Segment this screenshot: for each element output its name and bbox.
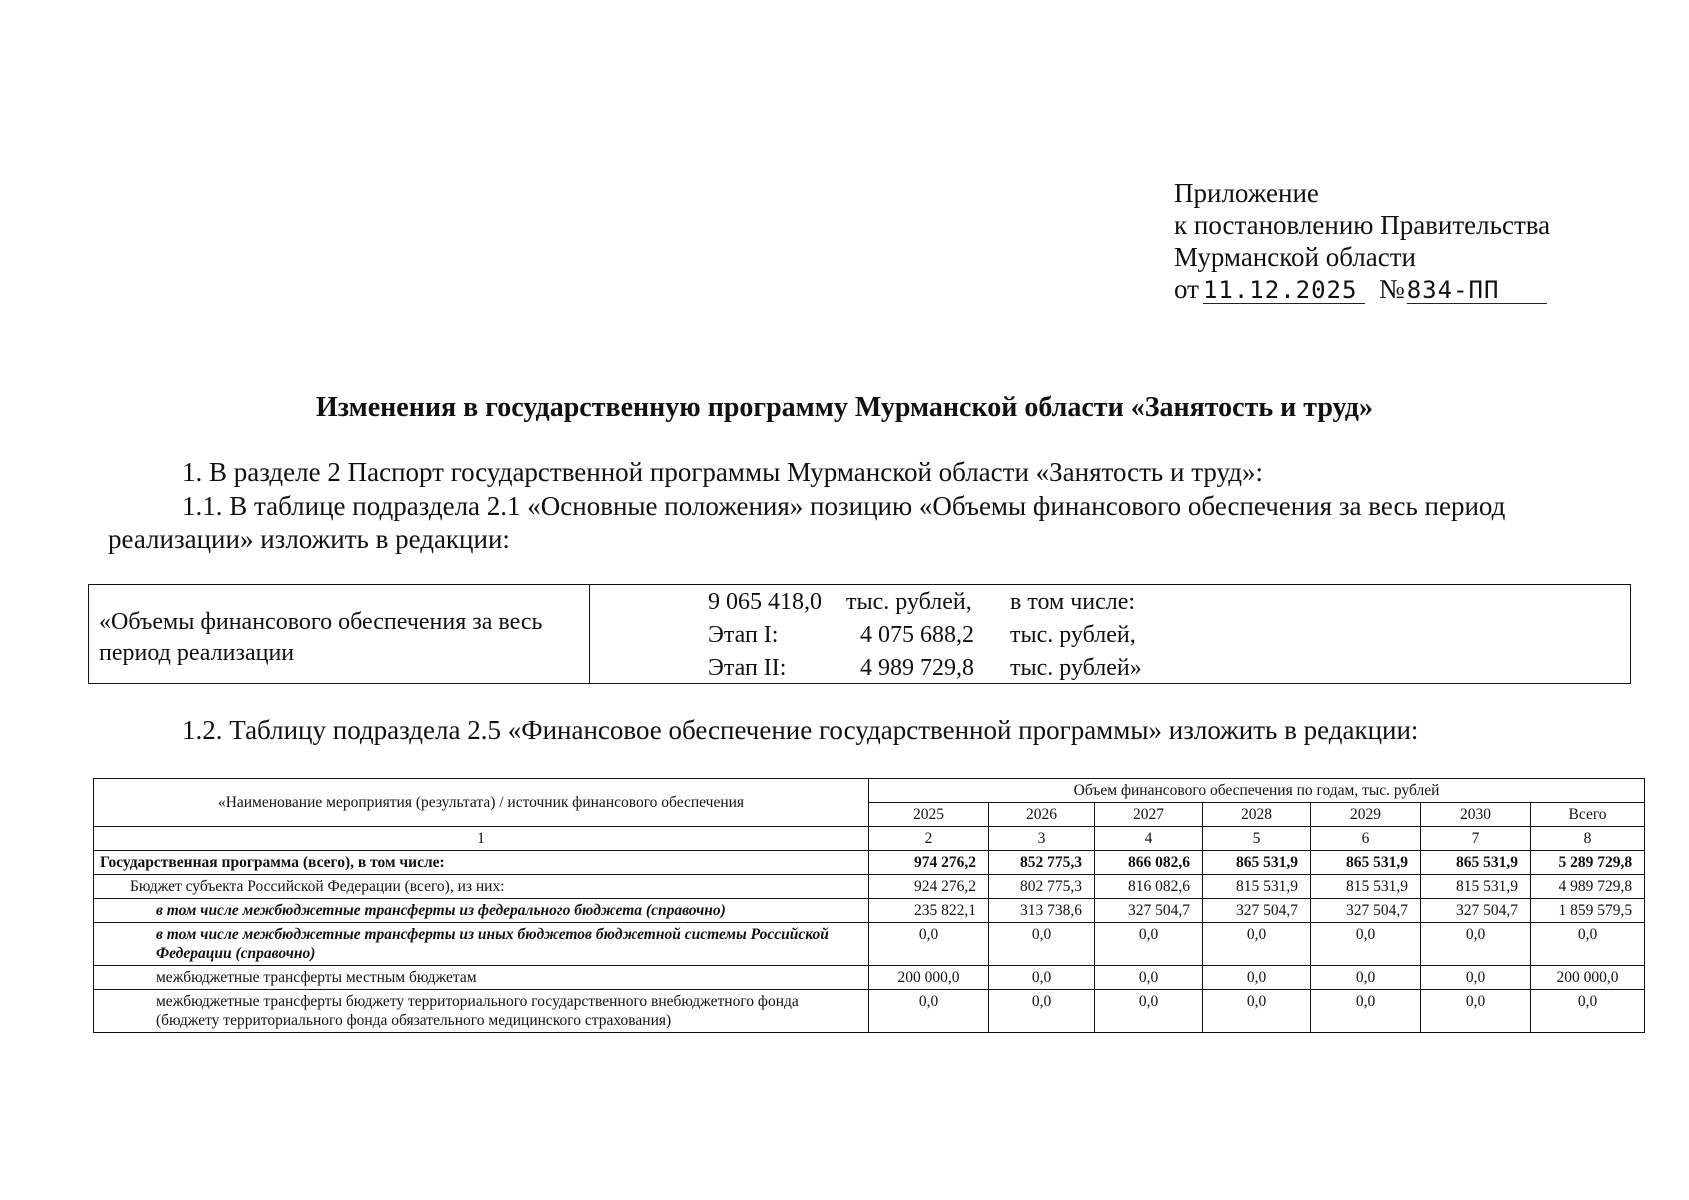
table-cell: 0,0 bbox=[989, 923, 1095, 966]
passport-divider bbox=[589, 585, 590, 683]
table-cell: 0,0 bbox=[1203, 923, 1311, 966]
row-label: межбюджетные трансферты местным бюджетам bbox=[94, 966, 869, 990]
column-number: 1 bbox=[94, 827, 869, 851]
column-number: 8 bbox=[1531, 827, 1645, 851]
including-label: в том числе: bbox=[1010, 589, 1136, 615]
passport-table bbox=[88, 584, 1631, 684]
table-cell: 4 989 729,8 bbox=[1531, 875, 1645, 899]
appendix-heading: Приложение bbox=[1174, 178, 1319, 208]
finance-table bbox=[93, 778, 1645, 1033]
table-cell: 0,0 bbox=[1203, 990, 1311, 1033]
table-row bbox=[94, 966, 1645, 990]
table-row bbox=[94, 990, 1645, 1033]
date-prefix: от bbox=[1174, 274, 1199, 304]
appendix-date-line bbox=[1174, 273, 1550, 305]
appendix-line-3: Мурманской области bbox=[1174, 242, 1416, 272]
number-sign: № bbox=[1378, 274, 1405, 304]
year-header: 2029 bbox=[1311, 803, 1421, 827]
table-row bbox=[94, 875, 1645, 899]
row-label: в том числе межбюджетные трансферты из иных бюджетов бюджетной системы Российской Федерации (справочно) bbox=[94, 923, 869, 966]
stage1-value: 4 075 688,2 bbox=[860, 622, 974, 648]
total-unit: тыс. рублей, bbox=[846, 589, 972, 615]
table-cell: 0,0 bbox=[869, 990, 989, 1033]
year-header: 2026 bbox=[989, 803, 1095, 827]
row-label: Государственная программа (всего), в том числе: bbox=[94, 851, 869, 875]
table-cell: 0,0 bbox=[1203, 966, 1311, 990]
table-cell: 1 859 579,5 bbox=[1531, 899, 1645, 923]
table-cell: 0,0 bbox=[1421, 923, 1531, 966]
table-cell: 865 531,9 bbox=[1203, 851, 1311, 875]
appendix-line-2: к постановлению Правительства bbox=[1174, 210, 1551, 240]
table-header-row bbox=[94, 779, 1645, 803]
year-header: 2025 bbox=[869, 803, 989, 827]
table-cell: 327 504,7 bbox=[1311, 899, 1421, 923]
table-cell: 815 531,9 bbox=[1421, 875, 1531, 899]
table-cell: 0,0 bbox=[1531, 923, 1645, 966]
year-header: 2028 bbox=[1203, 803, 1311, 827]
table-cell: 865 531,9 bbox=[1311, 851, 1421, 875]
row-label: межбюджетные трансферты бюджету территориального государственного внебюджетного фонда (бюджету территориального фонда обязательного медицинского страхования) bbox=[94, 990, 869, 1033]
stage1-unit: тыс. рублей, bbox=[1010, 622, 1136, 648]
table-cell: 0,0 bbox=[1421, 990, 1531, 1033]
table-cell: 0,0 bbox=[1095, 966, 1203, 990]
year-header: 2030 bbox=[1421, 803, 1531, 827]
table-cell: 816 082,6 bbox=[1095, 875, 1203, 899]
passport-label: «Объемы финансового обеспечения за весь период реализации bbox=[99, 609, 543, 666]
document-number: 834-ПП bbox=[1407, 277, 1547, 304]
table-cell: 0,0 bbox=[1095, 990, 1203, 1033]
table-cell: 852 775,3 bbox=[989, 851, 1095, 875]
paragraph-1-1-line-1: 1.1. В таблице подраздела 2.1 «Основные положения» позицию «Объемы финансового обеспечения за весь период bbox=[182, 491, 1506, 521]
document-title: Изменения в государственную программу Мурманской области «Занятость и труд» bbox=[316, 392, 1373, 423]
table-cell: 0,0 bbox=[1311, 966, 1421, 990]
table-cell: 200 000,0 bbox=[869, 966, 989, 990]
table-cell: 327 504,7 bbox=[1203, 899, 1311, 923]
stage2-unit: тыс. рублей» bbox=[1010, 655, 1142, 681]
row-label: Бюджет субъекта Российской Федерации (всего), из них: bbox=[94, 875, 869, 899]
table-cell: 0,0 bbox=[989, 990, 1095, 1033]
total-value: 9 065 418,0 bbox=[708, 589, 822, 615]
column-number-row bbox=[94, 827, 1645, 851]
table-cell: 5 289 729,8 bbox=[1531, 851, 1645, 875]
table-cell: 200 000,0 bbox=[1531, 966, 1645, 990]
stage1-label: Этап I: bbox=[708, 622, 779, 648]
column-number: 6 bbox=[1311, 827, 1421, 851]
table-cell: 0,0 bbox=[1531, 990, 1645, 1033]
name-column-header: «Наименование мероприятия (результата) / источник финансового обеспечения bbox=[94, 779, 869, 827]
table-cell: 0,0 bbox=[1421, 966, 1531, 990]
table-cell: 865 531,9 bbox=[1421, 851, 1531, 875]
table-row bbox=[94, 851, 1645, 875]
paragraph-1-1-line-2: реализации» изложить в редакции: bbox=[108, 524, 510, 554]
table-cell: 924 276,2 bbox=[869, 875, 989, 899]
table-row bbox=[94, 899, 1645, 923]
total-header: Всего bbox=[1531, 803, 1645, 827]
amount-group-header: Объем финансового обеспечения по годам, тыс. рублей bbox=[869, 779, 1645, 803]
stage2-label: Этап II: bbox=[708, 655, 787, 681]
table-cell: 866 082,6 bbox=[1095, 851, 1203, 875]
table-cell: 815 531,9 bbox=[1311, 875, 1421, 899]
table-cell: 0,0 bbox=[869, 923, 989, 966]
table-cell: 0,0 bbox=[989, 966, 1095, 990]
paragraph-1: 1. В разделе 2 Паспорт государственной программы Мурманской области «Занятость и труд»: bbox=[182, 457, 1264, 487]
table-cell: 313 738,6 bbox=[989, 899, 1095, 923]
table-cell: 802 775,3 bbox=[989, 875, 1095, 899]
table-cell: 0,0 bbox=[1095, 923, 1203, 966]
paragraph-1-2: 1.2. Таблицу подраздела 2.5 «Финансовое обеспечение государственной программы» изложить в редакции: bbox=[182, 715, 1419, 745]
document-date: 11.12.2025 bbox=[1203, 277, 1365, 304]
table-row bbox=[94, 923, 1645, 966]
column-number: 4 bbox=[1095, 827, 1203, 851]
table-cell: 0,0 bbox=[1311, 923, 1421, 966]
column-number: 5 bbox=[1203, 827, 1311, 851]
column-number: 7 bbox=[1421, 827, 1531, 851]
table-cell: 974 276,2 bbox=[869, 851, 989, 875]
table-cell: 0,0 bbox=[1311, 990, 1421, 1033]
table-cell: 327 504,7 bbox=[1095, 899, 1203, 923]
table-cell: 815 531,9 bbox=[1203, 875, 1311, 899]
column-number: 3 bbox=[989, 827, 1095, 851]
column-number: 2 bbox=[869, 827, 989, 851]
year-header: 2027 bbox=[1095, 803, 1203, 827]
row-label: в том числе межбюджетные трансферты из федерального бюджета (справочно) bbox=[94, 899, 869, 923]
table-cell: 235 822,1 bbox=[869, 899, 989, 923]
stage2-value: 4 989 729,8 bbox=[860, 655, 974, 681]
table-cell: 327 504,7 bbox=[1421, 899, 1531, 923]
appendix-block bbox=[1174, 177, 1550, 305]
